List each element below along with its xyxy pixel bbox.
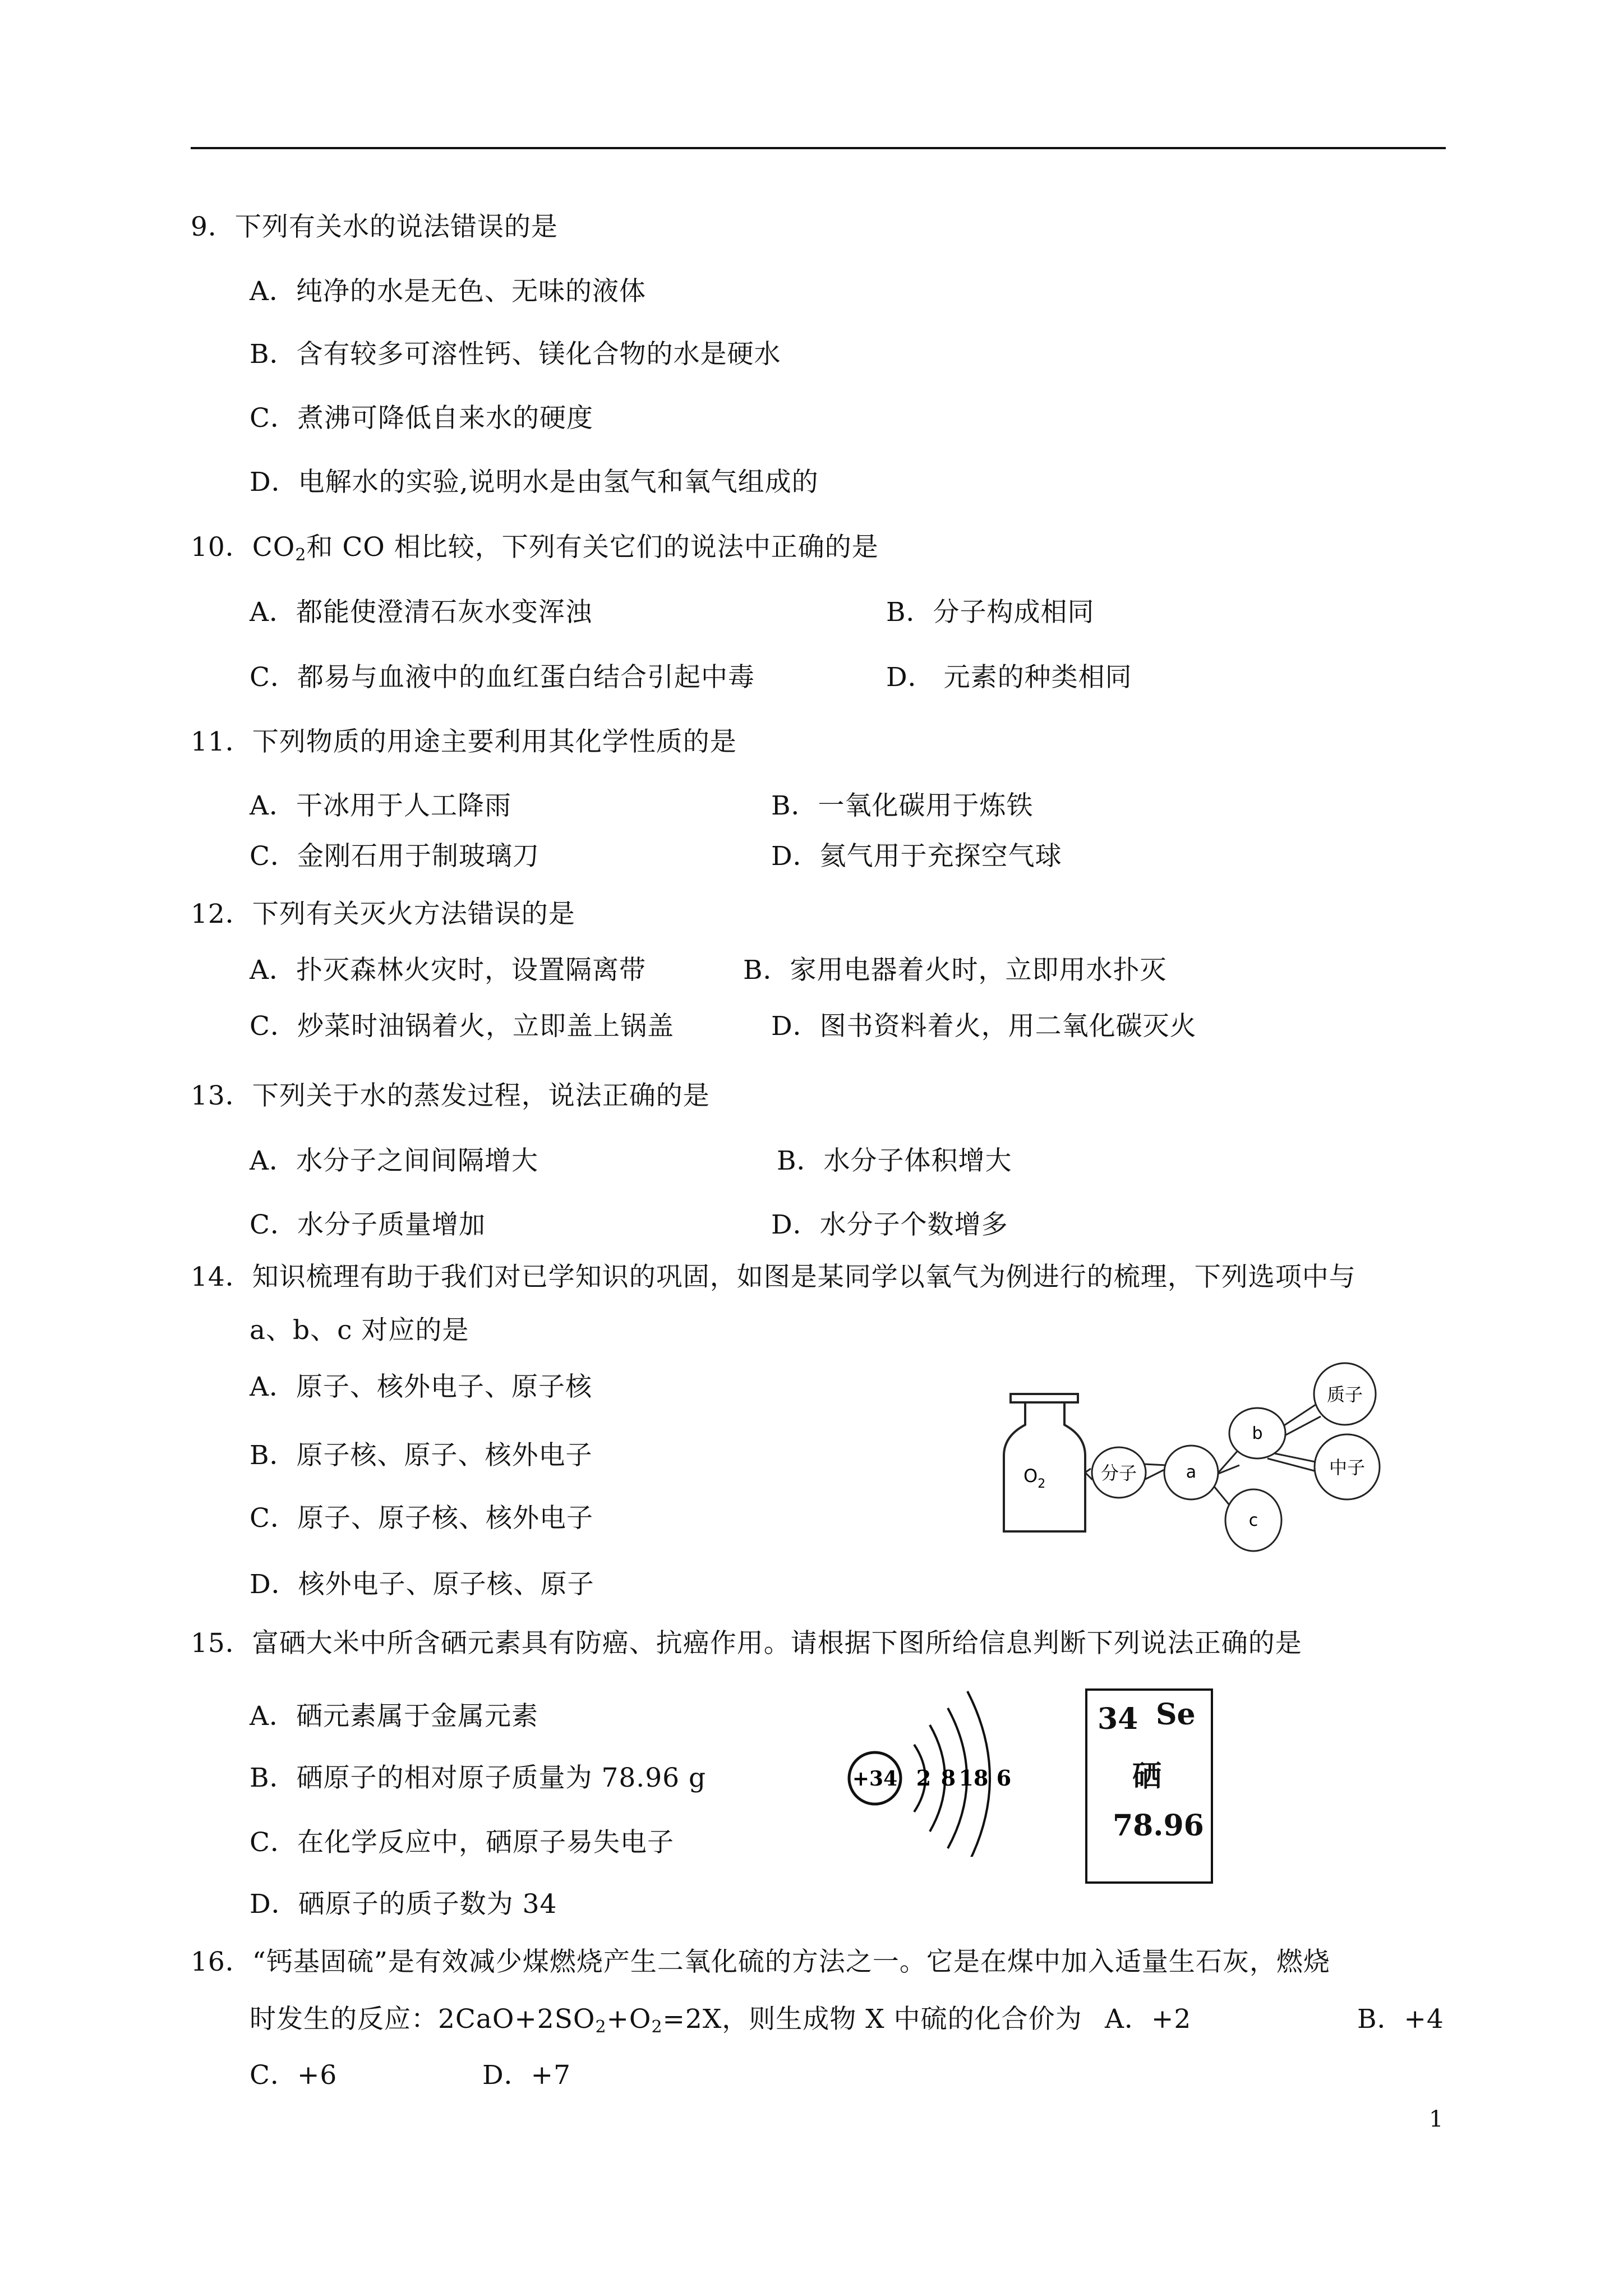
q16-eq-post: =2X，则生成物 X 中硫的化合价为 (662, 2004, 1082, 2035)
header-rule (191, 147, 1446, 149)
element-atomic-mass: 78.96 (1113, 1809, 1204, 1843)
page-number: 1 (1429, 2106, 1444, 2132)
q9-option-d: D．电解水的实验,说明水是由氢气和氧气组成的 (250, 467, 819, 498)
q15-option-a: A．硒元素属于金属元素 (250, 1701, 538, 1732)
q16-option-d: D．+7 (482, 2060, 571, 2091)
q16-option-b: B．+4 (1357, 2004, 1444, 2035)
q9-stem: 9．下列有关水的说法错误的是 (191, 211, 558, 242)
q11-stem: 11．下列物质的用途主要利用其化学性质的是 (191, 726, 737, 757)
q15-stem: 15．富硒大米中所含硒元素具有防癌、抗癌作用。请根据下图所给信息判断下列说法正确的是 (191, 1628, 1302, 1659)
shell-1-electrons: 2 (916, 1765, 932, 1791)
q13-stem: 13．下列关于水的蒸发过程，说法正确的是 (191, 1080, 710, 1111)
element-tile-selenium (1085, 1688, 1213, 1884)
q15-option-b: B．硒原子的相对原子质量为 78.96 g (250, 1763, 707, 1793)
q14-option-d: D．核外电子、原子核、原子 (250, 1569, 594, 1600)
q11-option-d: D．氦气用于充探空气球 (771, 841, 1062, 872)
q11-option-c: C．金刚石用于制玻璃刀 (250, 841, 540, 872)
q10-option-c: C．都易与血液中的血红蛋白结合引起中毒 (250, 662, 755, 693)
q12-option-a: A．扑灭森林火灾时，设置隔离带 (250, 955, 646, 986)
q13-option-c: C．水分子质量增加 (250, 1209, 486, 1240)
q10-option-a: A．都能使澄清石灰水变浑浊 (250, 597, 592, 628)
q15-option-d: D．硒原子的质子数为 34 (250, 1889, 557, 1920)
q10-option-b: B．分子构成相同 (886, 597, 1095, 628)
q10-stem-rest: 和 CO 相比较，下列有关它们的说法中正确的是 (306, 532, 879, 563)
q16-option-c: C．+6 (250, 2060, 338, 2091)
q16-eq-pre: 时发生的反应：2CaO+2SO (250, 2004, 596, 2035)
q9-option-c: C．煮沸可降低自来水的硬度 (250, 403, 593, 434)
shell-2-electrons: 8 (940, 1765, 956, 1791)
nucleus-charge: +34 (852, 1767, 898, 1791)
q11-option-a: A．干冰用于人工降雨 (250, 790, 511, 821)
node-a-label: a (1186, 1462, 1197, 1482)
q12-option-c: C．炒菜时油锅着火，立即盖上锅盖 (250, 1011, 674, 1042)
q14-stem-line1: 14．知识梳理有助于我们对已学知识的巩固，如图是某同学以氧气为例进行的梳理，下列选项中与 (191, 1262, 1356, 1292)
q16-stem-line1: 16．“钙基固硫”是有效减少煤燃烧产生二氧化硫的方法之一。它是在煤中加入适量生石灰，燃烧 (191, 1947, 1330, 1977)
q16-stem-line2 (250, 2003, 1082, 2044)
q16-option-a: A．+2 (1105, 2004, 1192, 2035)
node-c-label: c (1248, 1511, 1258, 1530)
q16-eq-sub1: 2 (595, 2017, 607, 2037)
neutron-label: 中子 (1329, 1457, 1366, 1478)
q12-option-b: B．家用电器着火时，立即用水扑灭 (743, 955, 1167, 986)
q10-stem-sub: 2 (295, 545, 307, 565)
shell-4-electrons: 6 (996, 1765, 1012, 1791)
q10-stem (191, 531, 879, 572)
q15-option-c: C．在化学反应中，硒原子易失电子 (250, 1827, 674, 1858)
proton-label: 质子 (1326, 1384, 1363, 1405)
q12-stem: 12．下列有关灭火方法错误的是 (191, 899, 575, 930)
q13-option-b: B．水分子体积增大 (777, 1145, 1012, 1176)
node-b-label: b (1252, 1424, 1263, 1443)
q9-option-b: B．含有较多可溶性钙、镁化合物的水是硬水 (250, 339, 781, 370)
q14-option-a: A．原子、核外电子、原子核 (250, 1372, 592, 1402)
element-atomic-number: 34 (1098, 1702, 1138, 1736)
q10-option-d: D． 元素的种类相同 (886, 662, 1132, 693)
q16-eq-mid: +O (606, 2004, 652, 2035)
shell-3-electrons: 18 (958, 1765, 989, 1791)
q13-option-d: D．水分子个数增多 (771, 1209, 1008, 1240)
q14-option-b: B．原子核、原子、核外电子 (250, 1440, 593, 1471)
selenium-atomic-structure (841, 1666, 1032, 1857)
q10-stem-num: 10．CO (191, 532, 296, 563)
molecule-label: 分子 (1100, 1462, 1137, 1484)
oxygen-structure-diagram (998, 1335, 1413, 1565)
q9-option-a: A．纯净的水是无色、无味的液体 (250, 276, 646, 307)
q12-option-d: D．图书资料着火，用二氧化碳灭火 (771, 1011, 1197, 1042)
q11-option-b: B．一氧化碳用于炼铁 (771, 790, 1034, 821)
q14-option-c: C．原子、原子核、核外电子 (250, 1503, 593, 1534)
element-name: 硒 (1132, 1759, 1162, 1793)
q14-stem-line2: a、b、c 对应的是 (250, 1315, 469, 1346)
q13-option-a: A．水分子之间间隔增大 (250, 1145, 538, 1176)
q16-eq-sub2: 2 (651, 2017, 663, 2037)
element-symbol: Se (1156, 1697, 1196, 1732)
bottle-label: $O_2$ (1023, 1465, 1046, 1491)
gas-bottle-icon (1004, 1394, 1085, 1531)
